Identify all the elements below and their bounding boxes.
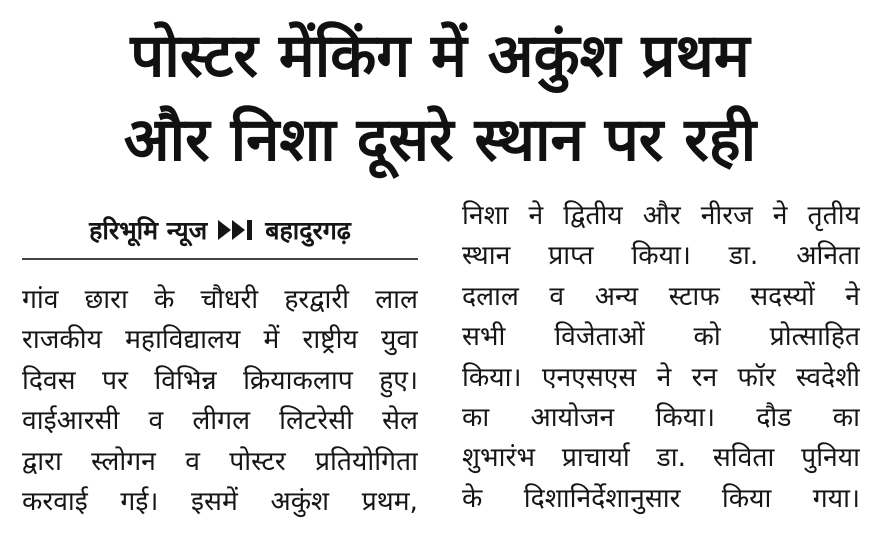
article-line: द्वारा स्लोगन व पोस्टर प्रतियोगिता xyxy=(22,445,418,477)
headline xyxy=(0,14,880,182)
article-line: गांव छारा के चौधरी हरद्वारी लाल xyxy=(22,284,418,315)
article-line: करवाई गई। इसमें अकुंश प्रथम, xyxy=(22,486,418,518)
article-line: शुभारंभ प्राचार्या डा. सविता पुनिया xyxy=(462,442,860,474)
article-line: राजकीय महाविद्यालय में राष्ट्रीय युवा xyxy=(22,324,418,356)
article-line: का आयोजन किया। दौड का xyxy=(462,402,860,434)
article-line: सभी विजेताओं को प्रोत्साहित xyxy=(462,321,860,353)
article-line: किया। एनएसएस ने रन फॉर स्वदेशी xyxy=(462,361,860,393)
article-line: दिवस पर विभिन्न क्रियाकलाप हुए। xyxy=(22,364,418,396)
article-line: वाईआरसी व लीगल लिटरेसी सेल xyxy=(22,405,418,437)
byline-source: हरिभूमि न्यूज xyxy=(89,216,208,245)
article-left-column xyxy=(22,280,418,522)
headline-line-1: पोस्टर मेंकिंग में अकुंश प्रथम xyxy=(130,21,750,91)
article-right-column xyxy=(462,196,860,519)
headline-line-2: और निशा दूसरे स्थान पर रही xyxy=(123,105,757,175)
article-line: के दिशानिर्देशानुसार किया गया। xyxy=(462,482,860,514)
double-arrow-bar-icon xyxy=(217,219,255,241)
article-line: दलाल व अन्य स्टाफ सदस्यों ने xyxy=(462,280,860,312)
article-line: निशा ने द्वितीय और नीरज ने तृतीय xyxy=(462,200,860,231)
article-line: स्थान प्राप्त किया। डा. अनिता xyxy=(462,240,860,272)
byline-divider xyxy=(22,258,418,260)
byline-location: बहादुरगढ़ xyxy=(265,216,351,245)
byline xyxy=(22,205,418,255)
